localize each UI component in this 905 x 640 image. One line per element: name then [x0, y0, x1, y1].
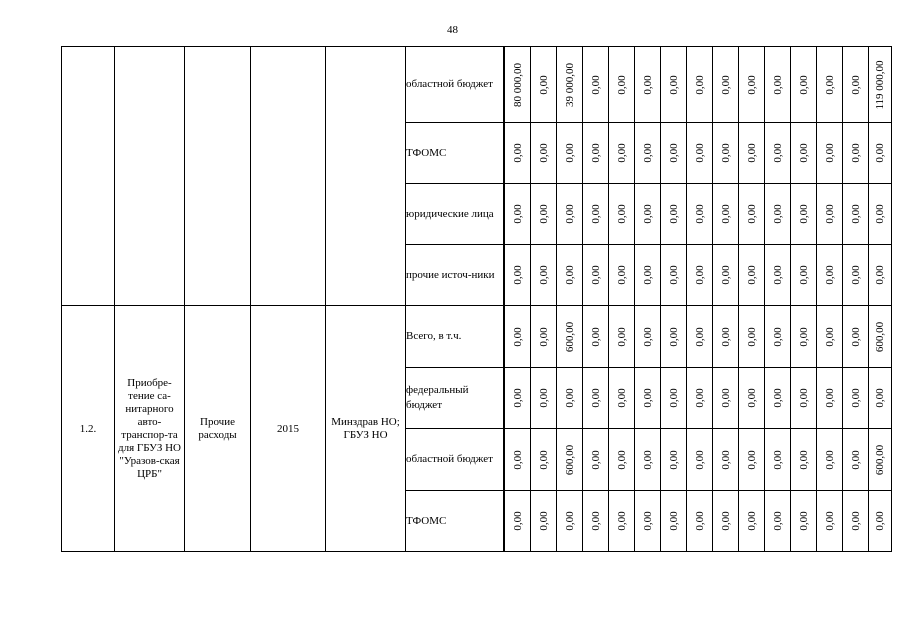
value-text: 0,00	[849, 204, 862, 224]
value-cell	[531, 306, 557, 368]
value-text: 0,00	[537, 265, 550, 285]
value-cell	[557, 491, 583, 552]
value-cell	[635, 368, 661, 429]
value-text: 0,00	[874, 204, 886, 224]
value-cell	[739, 429, 765, 491]
value-text: 0,00	[693, 511, 706, 531]
value-text: 0,00	[771, 204, 784, 224]
value-text: 0,00	[823, 143, 836, 163]
value-cell	[869, 368, 892, 429]
value-cell	[869, 245, 892, 306]
value-cell	[557, 184, 583, 245]
value-cell	[739, 306, 765, 368]
item-executor: Минздрав НО; ГБУЗ НО	[326, 306, 406, 552]
value-cell	[843, 245, 869, 306]
value-text: 0,00	[641, 449, 654, 470]
item-name: Приобре-тение са-нитарного авто-транспор-та для ГБУЗ НО "Уразов-ская ЦРБ"	[115, 306, 185, 552]
value-cell	[791, 429, 817, 491]
value-cell	[817, 184, 843, 245]
value-cell	[557, 429, 583, 491]
value-text: 0,00	[719, 74, 732, 95]
value-text: 0,00	[589, 449, 602, 470]
value-cell	[687, 184, 713, 245]
budget-table	[61, 46, 892, 552]
value-cell	[661, 245, 687, 306]
value-cell	[791, 491, 817, 552]
value-cell	[531, 491, 557, 552]
value-text: 0,00	[823, 511, 836, 531]
funding-source: юридические лица	[406, 184, 505, 245]
value-cell	[713, 491, 739, 552]
value-cell	[687, 429, 713, 491]
value-text: 0,00	[537, 326, 550, 347]
value-cell	[817, 491, 843, 552]
value-cell	[869, 491, 892, 552]
value-text: 0,00	[849, 143, 862, 163]
table-row	[62, 47, 892, 123]
empty-cell	[251, 47, 326, 306]
value-cell	[504, 429, 531, 491]
value-cell	[504, 123, 531, 184]
value-cell	[765, 184, 791, 245]
expense-type: Прочие расходы	[185, 306, 251, 552]
value-cell	[583, 306, 609, 368]
value-text: 0,00	[797, 265, 810, 285]
value-cell	[713, 368, 739, 429]
value-cell	[687, 123, 713, 184]
value-cell	[661, 429, 687, 491]
value-text: 0,00	[823, 265, 836, 285]
value-cell	[609, 184, 635, 245]
value-cell	[739, 123, 765, 184]
value-text: 39 000,00	[563, 62, 576, 107]
value-cell	[739, 491, 765, 552]
value-text: 0,00	[667, 265, 680, 285]
empty-cell	[115, 47, 185, 306]
value-cell	[713, 47, 739, 123]
value-text: 0,00	[823, 204, 836, 224]
value-cell	[661, 306, 687, 368]
value-cell	[557, 123, 583, 184]
value-text: 0,00	[745, 204, 758, 224]
value-text: 0,00	[771, 143, 784, 163]
value-cell	[817, 368, 843, 429]
empty-cell	[326, 47, 406, 306]
value-cell	[817, 123, 843, 184]
value-cell	[843, 184, 869, 245]
value-cell	[843, 429, 869, 491]
value-text: 0,00	[563, 511, 576, 531]
value-cell	[765, 368, 791, 429]
value-text: 0,00	[874, 265, 886, 285]
value-cell	[791, 184, 817, 245]
value-cell	[635, 184, 661, 245]
value-text: 0,00	[771, 449, 784, 470]
value-cell	[869, 47, 892, 123]
value-cell	[843, 368, 869, 429]
value-cell	[869, 123, 892, 184]
value-text: 0,00	[874, 388, 886, 408]
value-text: 0,00	[563, 204, 576, 224]
value-cell	[713, 184, 739, 245]
value-text: 0,00	[823, 388, 836, 408]
value-text: 0,00	[537, 511, 550, 531]
value-cell	[531, 245, 557, 306]
value-cell	[557, 47, 583, 123]
value-cell	[817, 245, 843, 306]
value-text: 0,00	[511, 143, 524, 163]
value-text: 0,00	[537, 204, 550, 224]
value-text: 0,00	[771, 265, 784, 285]
value-text: 0,00	[641, 326, 654, 347]
value-cell	[504, 245, 531, 306]
value-text: 0,00	[589, 265, 602, 285]
value-cell	[635, 123, 661, 184]
value-text: 0,00	[874, 143, 886, 163]
value-cell	[583, 123, 609, 184]
value-cell	[869, 306, 892, 368]
funding-source: ТФОМС	[406, 123, 505, 184]
value-cell	[817, 429, 843, 491]
value-text: 0,00	[745, 326, 758, 347]
value-cell	[713, 123, 739, 184]
value-cell	[817, 47, 843, 123]
value-cell	[531, 123, 557, 184]
value-text: 0,00	[797, 326, 810, 347]
value-cell	[531, 184, 557, 245]
value-text: 0,00	[641, 511, 654, 531]
value-text: 0,00	[797, 511, 810, 531]
value-text: 0,00	[719, 511, 732, 531]
value-cell	[765, 123, 791, 184]
value-text: 0,00	[615, 388, 628, 408]
value-cell	[843, 306, 869, 368]
value-text: 0,00	[511, 449, 524, 470]
value-text: 0,00	[771, 388, 784, 408]
value-text: 600,00	[563, 444, 576, 475]
value-text: 0,00	[667, 204, 680, 224]
value-cell	[661, 123, 687, 184]
value-text: 600,00	[563, 321, 576, 352]
value-cell	[609, 123, 635, 184]
value-text: 0,00	[641, 388, 654, 408]
value-cell	[843, 123, 869, 184]
value-cell	[765, 47, 791, 123]
value-cell	[504, 491, 531, 552]
value-cell	[531, 368, 557, 429]
funding-source: областной бюджет	[406, 429, 505, 491]
value-text: 119 000,00	[874, 59, 886, 110]
value-cell	[817, 306, 843, 368]
value-cell	[557, 306, 583, 368]
value-text: 0,00	[667, 143, 680, 163]
value-text: 0,00	[511, 204, 524, 224]
value-text: 0,00	[511, 326, 524, 347]
value-text: 0,00	[511, 388, 524, 408]
value-text: 0,00	[849, 511, 862, 531]
table-row	[62, 306, 892, 368]
value-text: 0,00	[771, 74, 784, 95]
page-number: 48	[447, 24, 458, 36]
value-cell	[765, 491, 791, 552]
empty-cell	[62, 47, 115, 306]
value-text: 0,00	[797, 449, 810, 470]
value-cell	[609, 429, 635, 491]
value-cell	[713, 245, 739, 306]
value-cell	[791, 47, 817, 123]
value-text: 0,00	[745, 449, 758, 470]
funding-source: прочие источ-ники	[406, 245, 505, 306]
value-cell	[739, 184, 765, 245]
value-text: 0,00	[563, 143, 576, 163]
value-cell	[583, 47, 609, 123]
value-cell	[557, 245, 583, 306]
value-text: 0,00	[849, 326, 862, 347]
value-cell	[843, 491, 869, 552]
value-text: 0,00	[797, 204, 810, 224]
value-text: 0,00	[537, 449, 550, 470]
value-text: 0,00	[823, 449, 836, 470]
value-text: 0,00	[693, 326, 706, 347]
value-cell	[504, 306, 531, 368]
value-cell	[635, 306, 661, 368]
value-text: 0,00	[849, 388, 862, 408]
value-text: 0,00	[719, 204, 732, 224]
value-text: 0,00	[745, 511, 758, 531]
value-text: 0,00	[693, 204, 706, 224]
value-cell	[635, 429, 661, 491]
value-cell	[843, 47, 869, 123]
value-cell	[661, 491, 687, 552]
value-text: 0,00	[537, 74, 550, 95]
value-text: 0,00	[615, 143, 628, 163]
value-text: 0,00	[797, 74, 810, 95]
value-cell	[687, 491, 713, 552]
value-cell	[765, 429, 791, 491]
value-text: 80 000,00	[511, 62, 524, 107]
value-text: 600,00	[874, 321, 886, 352]
value-cell	[635, 245, 661, 306]
value-text: 0,00	[797, 388, 810, 408]
value-text: 0,00	[849, 449, 862, 470]
value-text: 0,00	[641, 204, 654, 224]
value-text: 0,00	[511, 511, 524, 531]
value-text: 0,00	[641, 143, 654, 163]
value-text: 0,00	[719, 388, 732, 408]
value-cell	[609, 47, 635, 123]
value-cell	[869, 184, 892, 245]
value-cell	[687, 245, 713, 306]
funding-source: областной бюджет	[406, 47, 505, 123]
value-text: 0,00	[745, 388, 758, 408]
value-cell	[869, 429, 892, 491]
value-text: 0,00	[615, 74, 628, 95]
value-cell	[791, 123, 817, 184]
value-cell	[661, 184, 687, 245]
value-cell	[609, 491, 635, 552]
empty-cell	[185, 47, 251, 306]
value-text: 0,00	[693, 74, 706, 95]
value-cell	[583, 245, 609, 306]
value-text: 0,00	[589, 326, 602, 347]
value-text: 0,00	[823, 74, 836, 95]
value-cell	[609, 368, 635, 429]
value-cell	[583, 368, 609, 429]
value-text: 0,00	[719, 449, 732, 470]
value-cell	[687, 47, 713, 123]
value-text: 0,00	[693, 449, 706, 470]
value-cell	[687, 306, 713, 368]
value-text: 0,00	[745, 74, 758, 95]
value-text: 0,00	[693, 388, 706, 408]
value-cell	[609, 245, 635, 306]
value-text: 0,00	[719, 143, 732, 163]
value-text: 0,00	[745, 265, 758, 285]
value-text: 0,00	[771, 326, 784, 347]
value-cell	[791, 306, 817, 368]
funding-source: федеральный бюджет	[406, 368, 505, 429]
funding-source: Всего, в т.ч.	[406, 306, 505, 368]
value-cell	[557, 368, 583, 429]
value-text: 0,00	[511, 265, 524, 285]
value-cell	[635, 47, 661, 123]
value-text: 0,00	[615, 511, 628, 531]
value-text: 0,00	[589, 74, 602, 95]
value-cell	[583, 491, 609, 552]
value-text: 0,00	[771, 511, 784, 531]
value-text: 0,00	[589, 143, 602, 163]
item-year: 2015	[251, 306, 326, 552]
value-cell	[504, 47, 531, 123]
item-number: 1.2.	[62, 306, 115, 552]
value-text: 0,00	[667, 74, 680, 95]
value-text: 0,00	[615, 449, 628, 470]
value-cell	[739, 368, 765, 429]
value-text: 0,00	[823, 326, 836, 347]
value-cell	[713, 429, 739, 491]
value-cell	[531, 429, 557, 491]
value-text: 0,00	[667, 449, 680, 470]
value-cell	[583, 429, 609, 491]
value-text: 0,00	[874, 511, 886, 531]
value-cell	[713, 306, 739, 368]
value-text: 600,00	[874, 444, 886, 475]
value-cell	[791, 245, 817, 306]
value-cell	[739, 245, 765, 306]
value-text: 0,00	[589, 511, 602, 531]
value-text: 0,00	[667, 388, 680, 408]
value-text: 0,00	[641, 74, 654, 95]
value-cell	[765, 245, 791, 306]
value-text: 0,00	[745, 143, 758, 163]
value-text: 0,00	[589, 204, 602, 224]
value-text: 0,00	[563, 388, 576, 408]
value-cell	[583, 184, 609, 245]
value-cell	[635, 491, 661, 552]
value-text: 0,00	[537, 388, 550, 408]
value-text: 0,00	[615, 326, 628, 347]
value-text: 0,00	[667, 511, 680, 531]
value-cell	[661, 368, 687, 429]
value-cell	[791, 368, 817, 429]
value-text: 0,00	[719, 326, 732, 347]
value-text: 0,00	[849, 265, 862, 285]
value-text: 0,00	[589, 388, 602, 408]
value-cell	[661, 47, 687, 123]
value-text: 0,00	[641, 265, 654, 285]
value-text: 0,00	[797, 143, 810, 163]
funding-source: ТФОМС	[406, 491, 505, 552]
value-text: 0,00	[537, 143, 550, 163]
value-text: 0,00	[563, 265, 576, 285]
value-cell	[609, 306, 635, 368]
value-text: 0,00	[719, 265, 732, 285]
value-cell	[531, 47, 557, 123]
value-cell	[687, 368, 713, 429]
value-text: 0,00	[667, 326, 680, 347]
value-text: 0,00	[693, 143, 706, 163]
value-cell	[765, 306, 791, 368]
value-cell	[739, 47, 765, 123]
value-text: 0,00	[693, 265, 706, 285]
value-cell	[504, 368, 531, 429]
value-text: 0,00	[615, 265, 628, 285]
value-text: 0,00	[615, 204, 628, 224]
value-text: 0,00	[849, 74, 862, 95]
value-cell	[504, 184, 531, 245]
